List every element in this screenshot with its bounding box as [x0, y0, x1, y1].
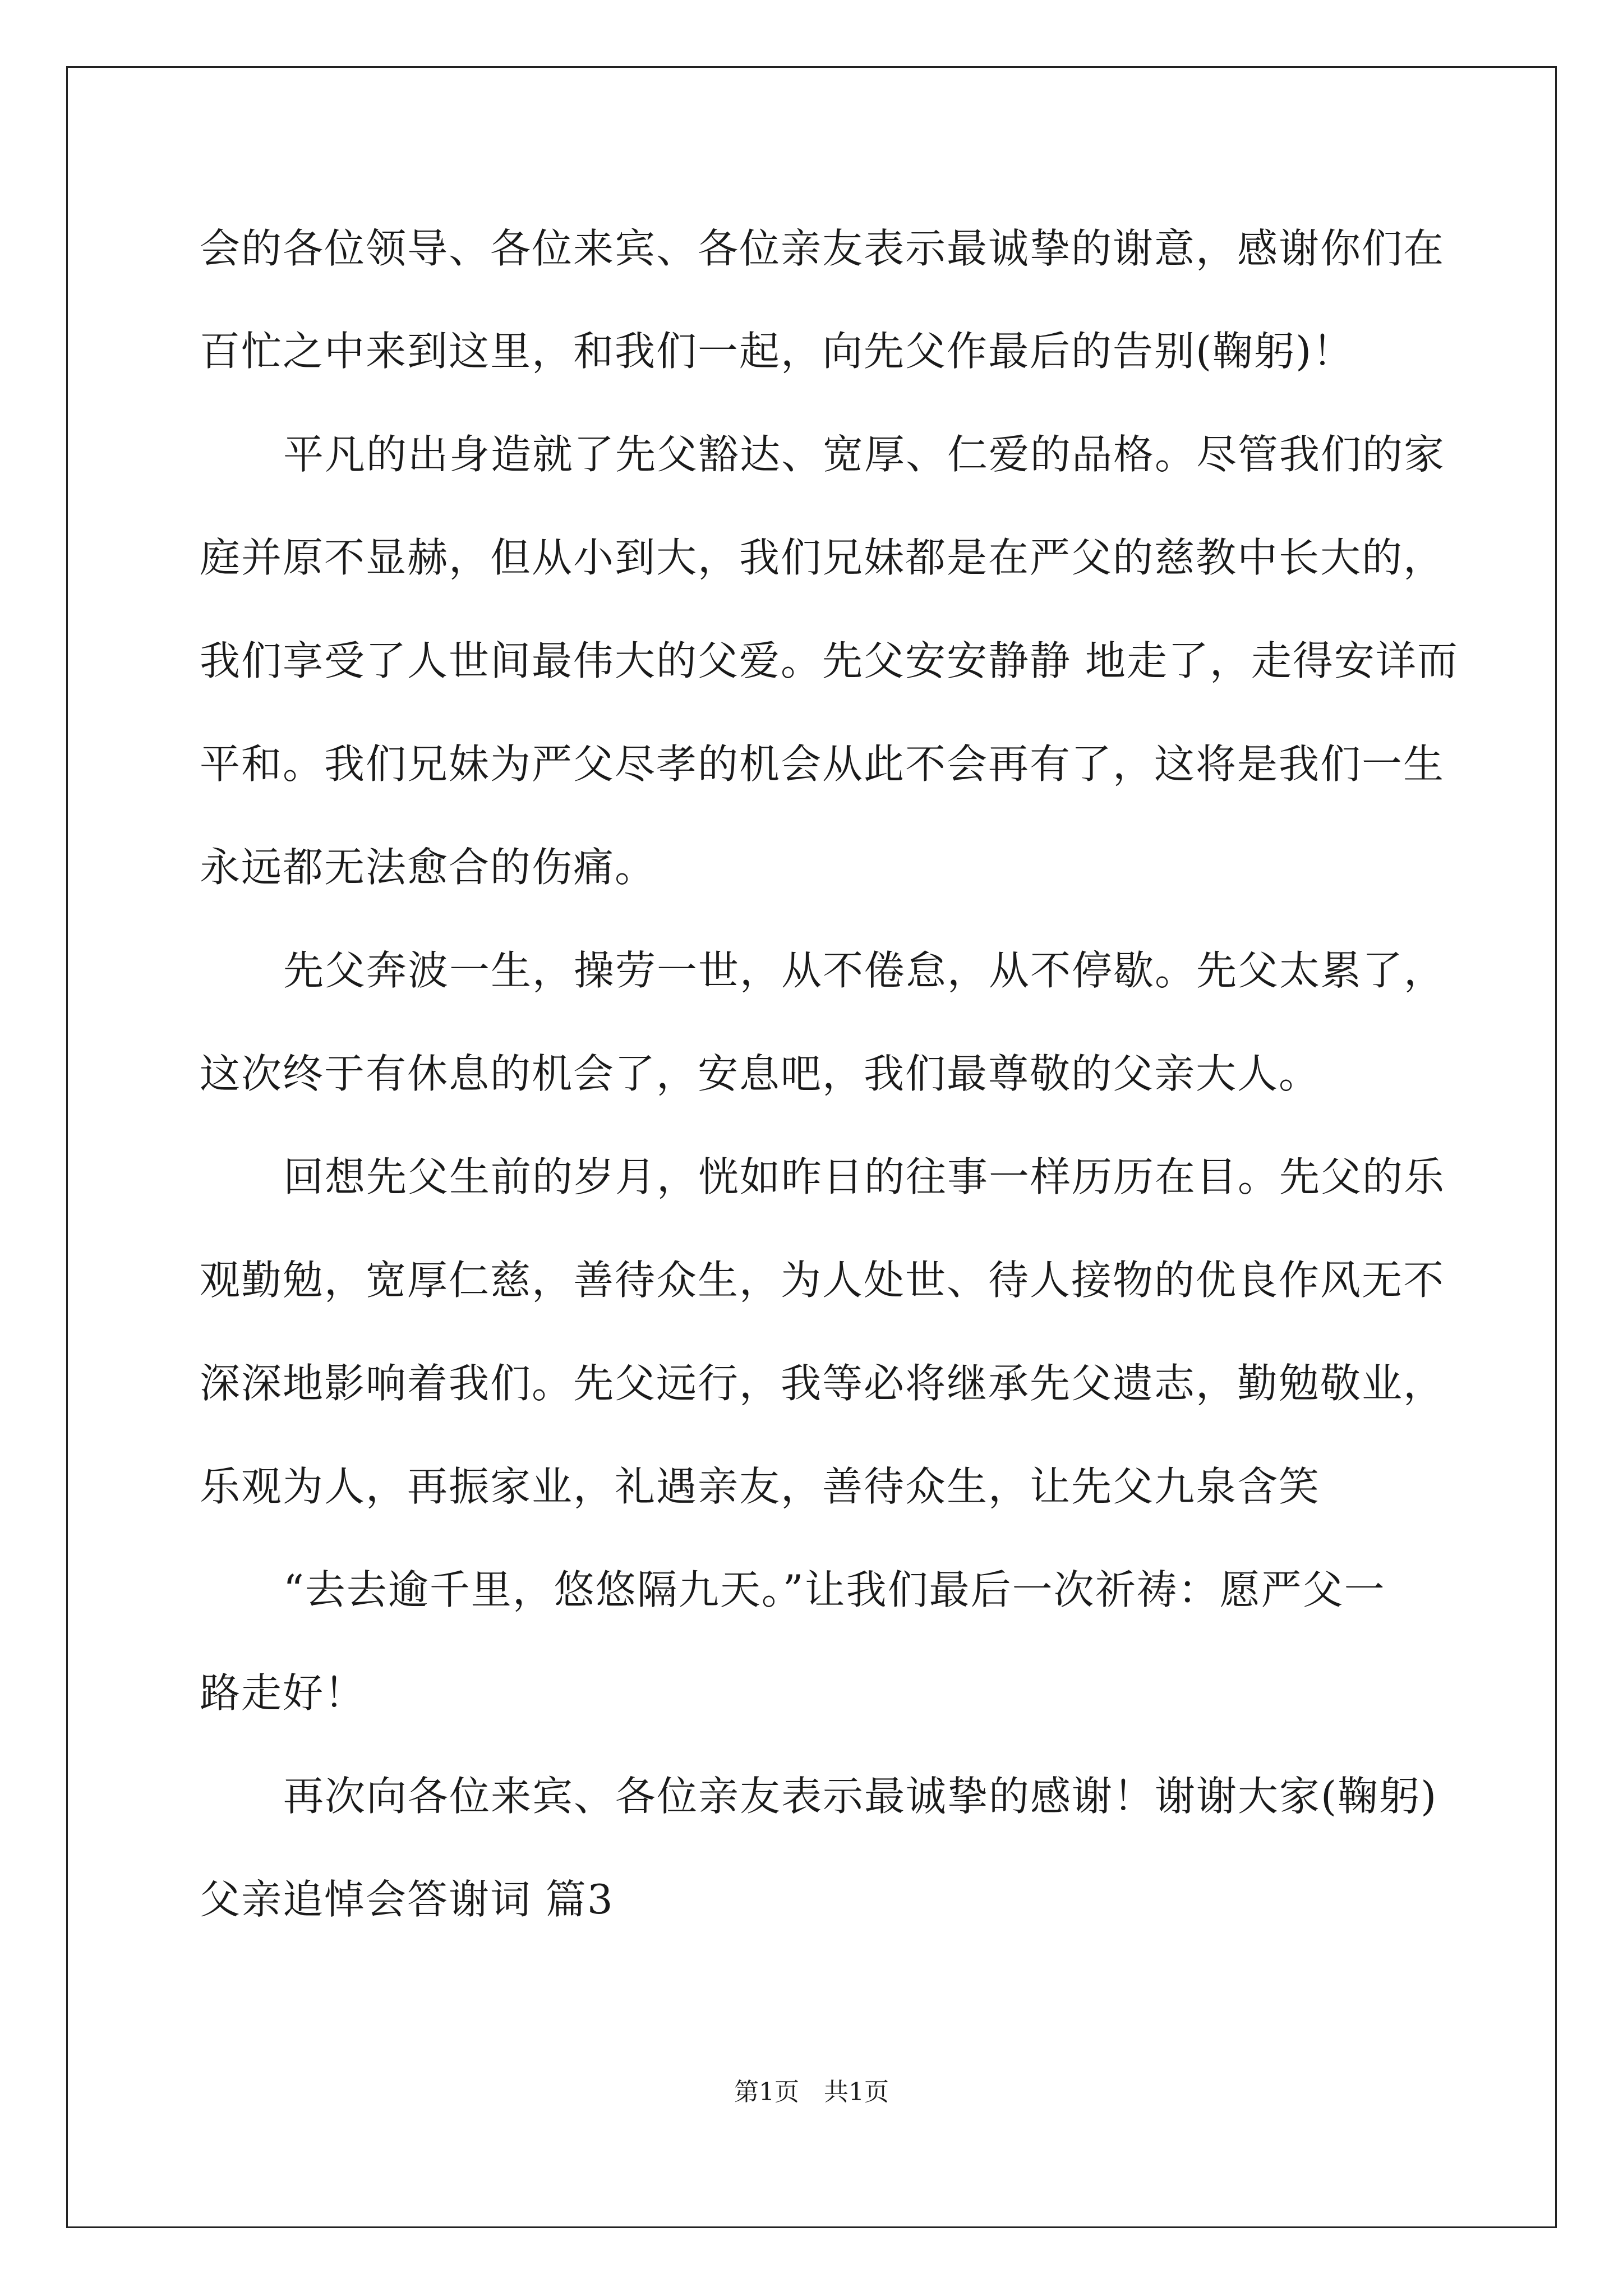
body-line-11: 观勤勉，宽厚仁慈，善待众生，为人处世、待人接物的优良作风无不	[200, 1257, 1445, 1304]
body-line-8: 先父奔波一生，操劳一世，从不倦怠，从不停歇。先父太累了，	[283, 947, 1446, 994]
body-line-12: 深深地影响着我们。先父远行，我等必将继承先父遗志，勤勉敬业，	[200, 1360, 1445, 1407]
body-line-1: 会的各位领导、各位来宾、各位亲友表示最诚挚的谢意，感谢你们在	[200, 225, 1445, 272]
body-line-14: “去去逾千里，悠悠隔九天。”让我们最后一次祈祷：愿严父一	[283, 1566, 1386, 1613]
page-footer: 第1页 共1页	[734, 2078, 889, 2106]
body-line-3: 平凡的出身造就了先父豁达、宽厚、仁爱的品格。尽管我们的家	[283, 431, 1446, 478]
body-line-6: 平和。我们兄妹为严父尽孝的机会从此不会再有了，这将是我们一生	[200, 740, 1445, 788]
body-line-15: 路走好！	[200, 1669, 366, 1717]
body-line-10: 回想先父生前的岁月，恍如昨日的往事一样历历在目。先父的乐	[283, 1153, 1446, 1200]
body-line-13: 乐观为人，再振家业，礼遇亲友，善待众生，让先父九泉含笑	[200, 1463, 1321, 1510]
body-line-9: 这次终于有休息的机会了，安息吧，我们最尊敬的父亲大人。	[200, 1050, 1321, 1097]
body-line-16: 再次向各位来宾、各位亲友表示最诚挚的感谢！谢谢大家(鞠躬)	[283, 1773, 1438, 1820]
body-line-7: 永远都无法愈合的伤痛。	[200, 844, 657, 891]
body-line-5: 我们享受了人世间最伟大的父爱。先父安安静静 地走了，走得安详而	[200, 637, 1459, 684]
section-heading: 父亲追悼会答谢词 篇3	[200, 1876, 614, 1923]
body-line-2: 百忙之中来到这里，和我们一起，向先父作最后的告别(鞠躬)！	[200, 328, 1354, 375]
body-line-4: 庭并原不显赫，但从小到大，我们兄妹都是在严父的慈教中长大的，	[200, 534, 1445, 581]
